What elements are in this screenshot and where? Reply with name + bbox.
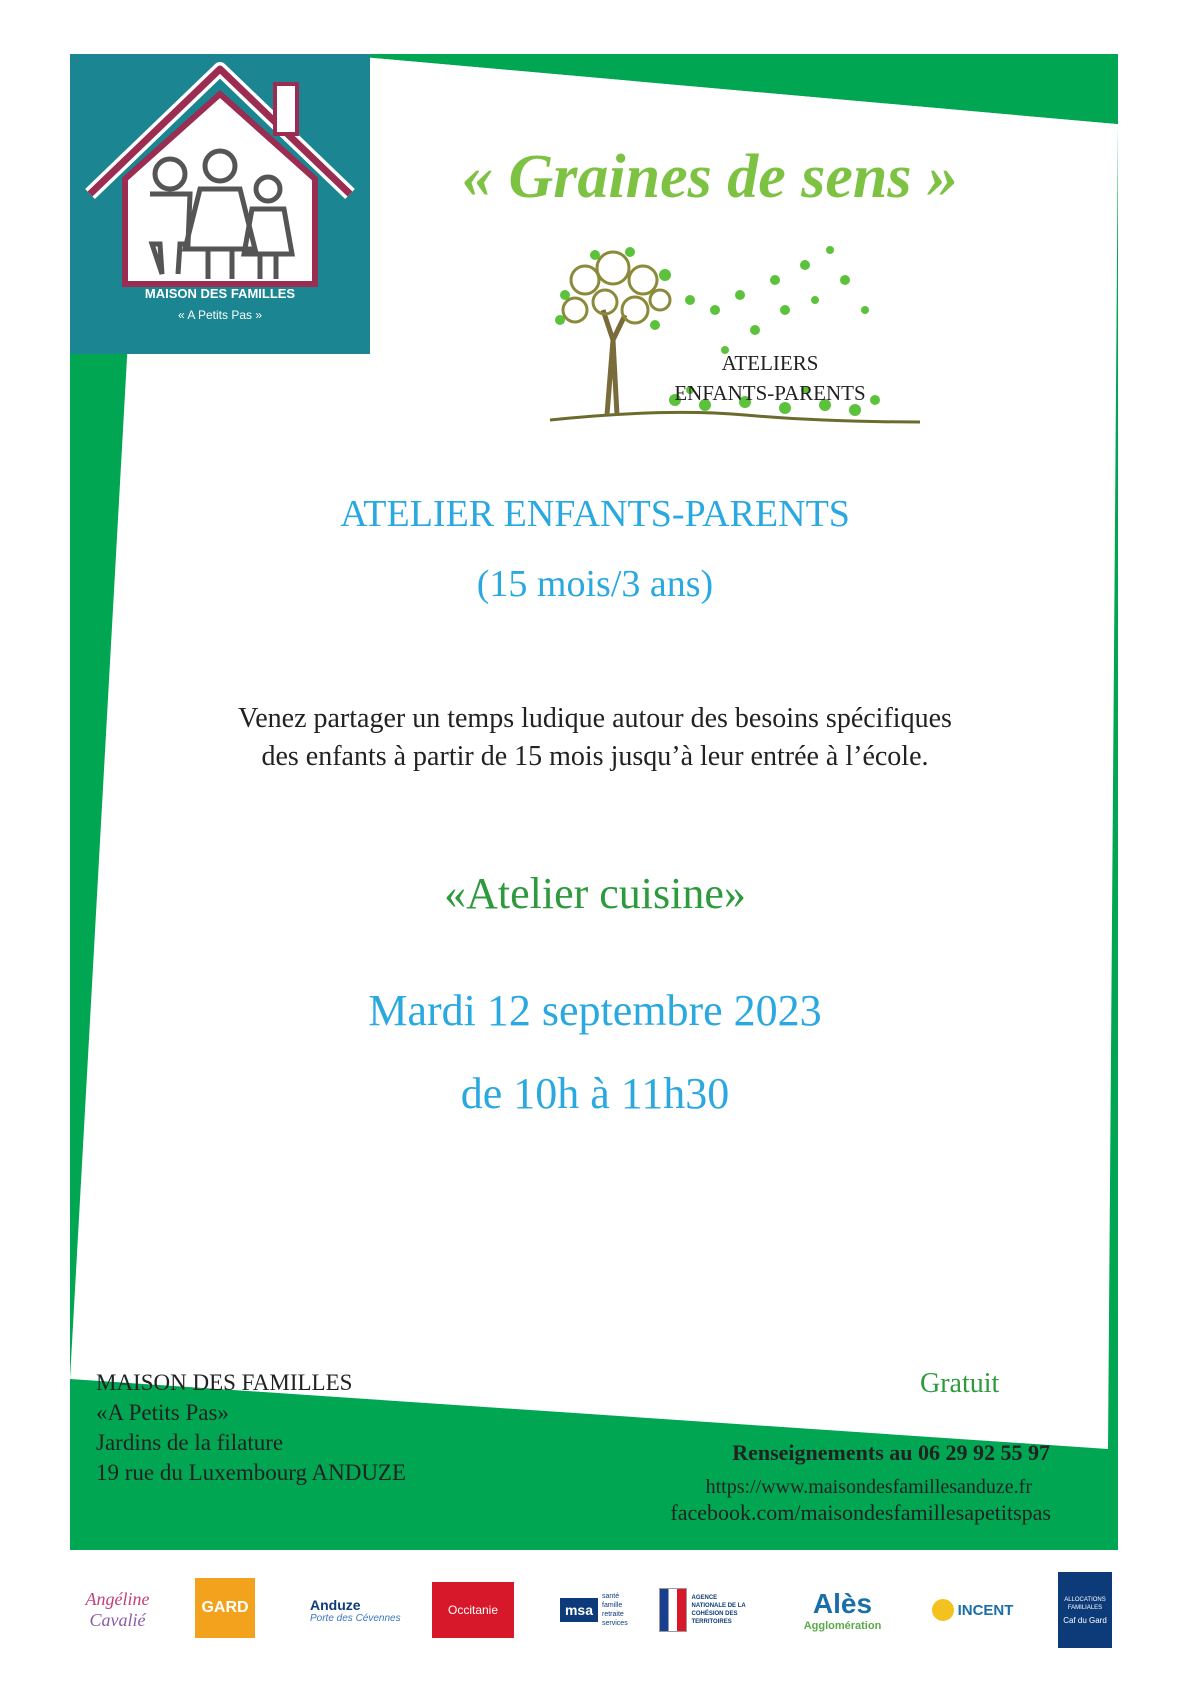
gard-label: GARD bbox=[201, 1599, 249, 1616]
logo-org-subtitle: « A Petits Pas » bbox=[177, 308, 263, 322]
description-line1: Venez partager un temps ludique autour des besoins spécifiques bbox=[238, 703, 952, 734]
samuel-label: INCENT bbox=[957, 1601, 1014, 1619]
sun-icon bbox=[932, 1599, 954, 1621]
samuel-vincent-logo bbox=[925, 1570, 1020, 1650]
poster-title: « Graines de sens » bbox=[461, 143, 959, 211]
tree-caption-line2: ENFANTS-PARENTS bbox=[674, 381, 866, 405]
price-label: Gratuit bbox=[920, 1368, 1000, 1399]
anduze-line2: Porte des Cévennes bbox=[310, 1612, 401, 1624]
anct-logo bbox=[655, 1570, 755, 1650]
description-line2: des enfants à partir de 15 mois jusqu’à leur entrée à l’école. bbox=[261, 741, 929, 772]
ales-line2: Agglomération bbox=[803, 1620, 882, 1632]
event-time: de 10h à 11h30 bbox=[460, 1069, 730, 1118]
info-phone: Renseignements au 06 29 92 55 97 bbox=[732, 1440, 1050, 1465]
workshop-name: «Atelier cuisine» bbox=[444, 869, 746, 918]
address-block bbox=[96, 1368, 496, 1488]
maison-des-familles-logo bbox=[70, 54, 370, 354]
website-link[interactable]: https://www.maisondesfamillesanduze.fr bbox=[705, 1476, 1032, 1498]
anct-label: AGENCE NATIONALE DE LA COHÉSION DES TERRITOIRES bbox=[691, 1595, 746, 1625]
address-line1: MAISON DES FAMILLES bbox=[96, 1370, 353, 1395]
tree-caption bbox=[640, 348, 900, 408]
ales-line1: Alès bbox=[812, 1588, 873, 1619]
facebook-link[interactable]: facebook.com/maisondesfamillesapetitspas bbox=[670, 1500, 1051, 1525]
angeline-cavalie-logo bbox=[70, 1570, 165, 1650]
description bbox=[140, 700, 1050, 776]
caf-line1: ALLOCATIONS FAMILIALES bbox=[1064, 1596, 1106, 1611]
occitanie-label: Occitanie bbox=[447, 1603, 499, 1617]
msa-label: msa bbox=[560, 1598, 598, 1622]
anduze-logo bbox=[310, 1570, 410, 1650]
occitanie-logo bbox=[432, 1582, 514, 1638]
age-range: (15 mois/3 ans) bbox=[476, 563, 714, 605]
angeline-line1: Angéline bbox=[85, 1589, 150, 1609]
republique-flag-icon bbox=[659, 1588, 687, 1632]
ales-logo bbox=[795, 1570, 890, 1650]
address-line4: 19 rue du Luxembourg ANDUZE bbox=[96, 1460, 407, 1485]
msa-text: santé famille retraite services bbox=[602, 1593, 628, 1627]
anduze-line1: Anduze bbox=[310, 1596, 361, 1613]
address-line3: Jardins de la filature bbox=[96, 1430, 284, 1455]
msa-logo bbox=[558, 1570, 638, 1650]
angeline-line2: Cavalié bbox=[89, 1610, 146, 1630]
gard-logo bbox=[195, 1578, 255, 1638]
caf-line2: Caf du Gard bbox=[1063, 1615, 1107, 1625]
event-date: Mardi 12 septembre 2023 bbox=[368, 986, 822, 1035]
caf-logo bbox=[1058, 1572, 1112, 1648]
address-line2: «A Petits Pas» bbox=[96, 1400, 229, 1425]
tree-caption-line1: ATELIERS bbox=[721, 351, 819, 375]
logo-org-name: MAISON DES FAMILLES bbox=[144, 286, 296, 301]
main-heading: ATELIER ENFANTS-PARENTS bbox=[340, 493, 850, 535]
